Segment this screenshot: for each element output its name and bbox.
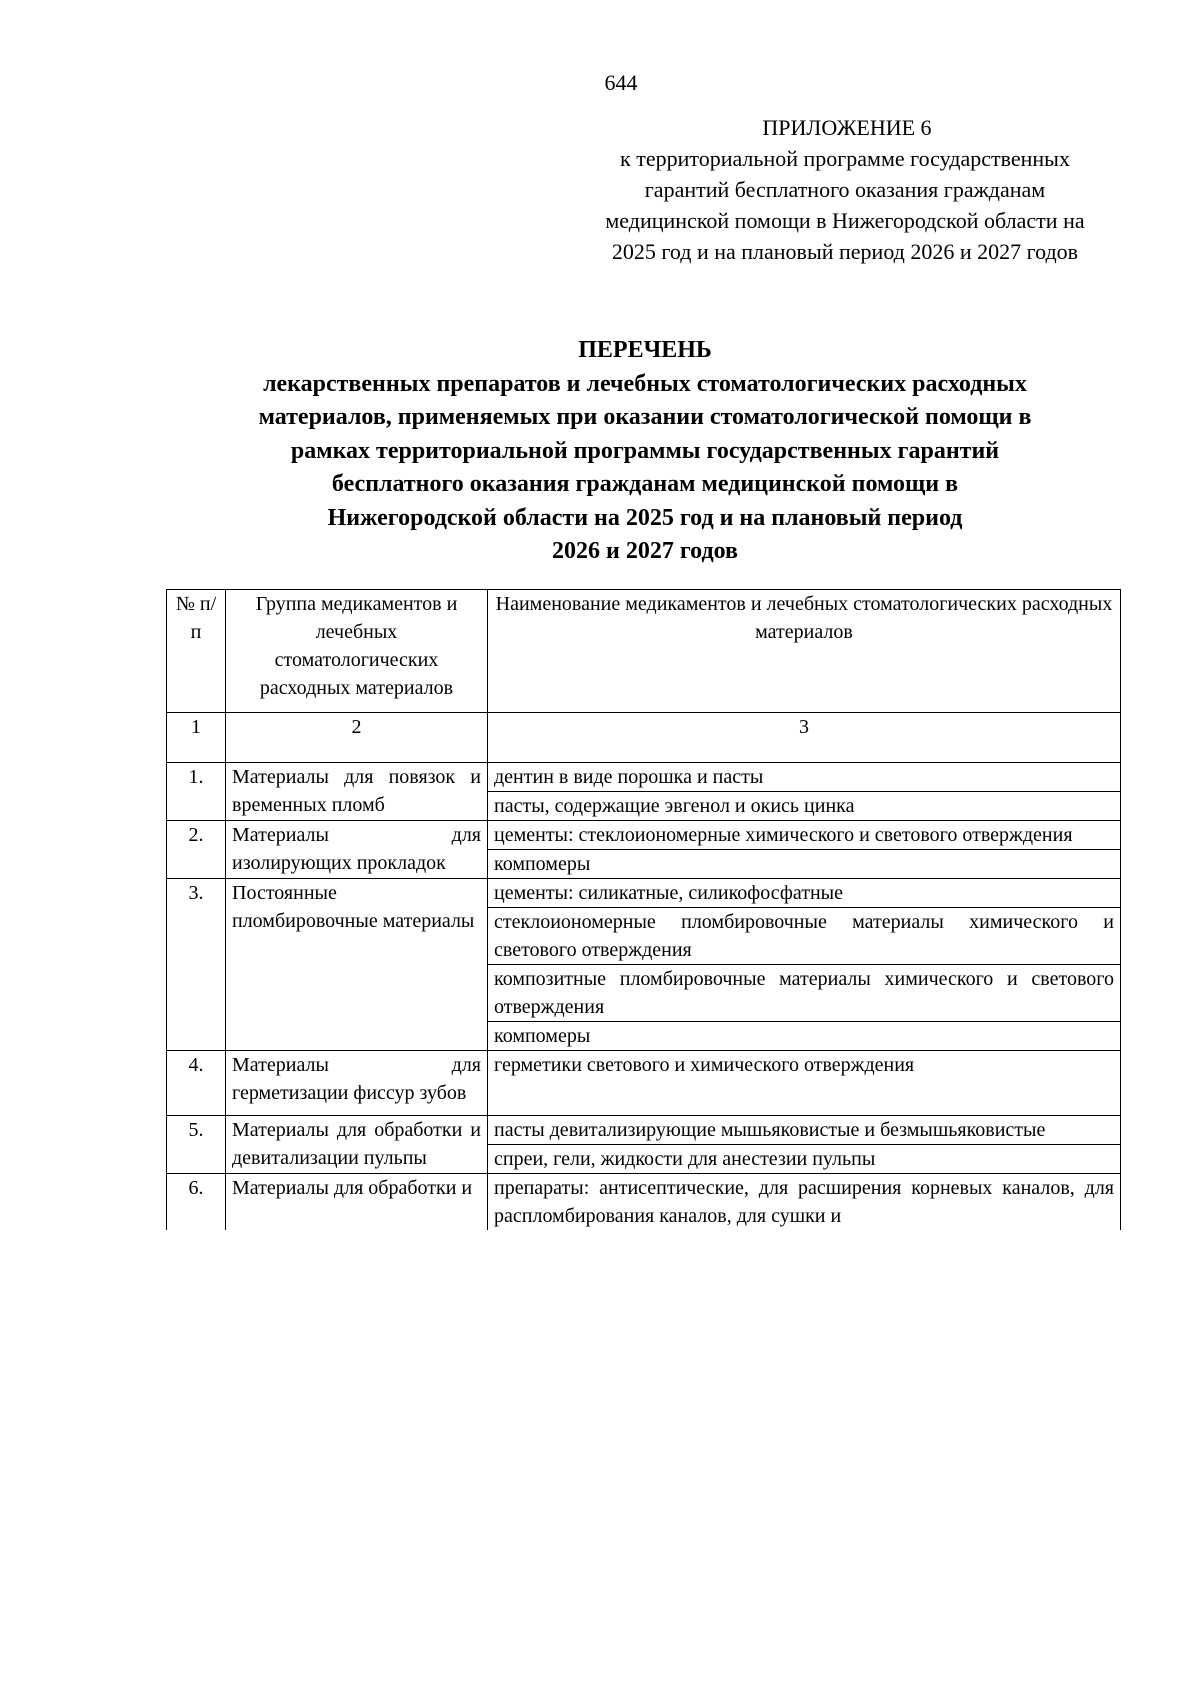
row-number: 5. — [167, 1116, 226, 1174]
table-row — [167, 763, 1121, 792]
appendix-line: 2025 год и на плановый период 2026 и 2027 годов — [611, 239, 1079, 264]
subtitle-line: лекарственных препаратов и лечебных стоматологических расходных — [263, 370, 1027, 397]
row-item: пасты девитализирующие мышьяковистые и безмышьяковистые — [488, 1116, 1121, 1145]
table-row — [167, 1116, 1121, 1145]
row-group: Материалы для повязок и временных пломб — [226, 763, 488, 821]
row-group: Материалы для герметизации фиссур зубов — [226, 1051, 488, 1116]
column-number: 3 — [488, 713, 1121, 763]
appendix-title: ПРИЛОЖЕНИЕ 6 — [762, 115, 932, 140]
document-title: ПЕРЕЧЕНЬ — [578, 337, 712, 363]
row-item: цементы: силикатные, силикофосфатные — [488, 879, 1121, 908]
appendix-line: к территориальной программе государственных — [620, 146, 1070, 171]
table-row — [167, 1174, 1121, 1231]
table-header-row — [167, 590, 1121, 713]
table-row — [167, 1051, 1121, 1116]
row-number: 1. — [167, 763, 226, 821]
appendix-line: медицинской помощи в Нижегородской области на — [605, 208, 1085, 233]
document-heading — [160, 334, 1130, 569]
subtitle-line: материалов, применяемых при оказании стоматологической помощи в — [258, 404, 1032, 430]
row-item: дентин в виде порошка и пасты — [488, 763, 1121, 792]
row-item: стеклоиономерные пломбировочные материалы химического и светового отверждения — [488, 908, 1121, 965]
row-number: 6. — [167, 1174, 226, 1231]
subtitle-line: бесплатного оказания гражданам медицинской помощи в — [331, 471, 959, 497]
row-item: спреи, гели, жидкости для анестезии пульпы — [488, 1145, 1121, 1174]
row-group: Постоянные пломбировочные материалы — [226, 879, 488, 1051]
row-number: 4. — [167, 1051, 226, 1116]
row-group: Материалы для обработки и девитализации пульпы — [226, 1116, 488, 1174]
subtitle-line: 2026 и 2027 годов — [552, 538, 738, 564]
row-item: композитные пломбировочные материалы химического и светового отверждения — [488, 965, 1121, 1022]
materials-table — [166, 589, 1121, 1230]
subtitle-line: рамках территориальной программы государственных гарантий — [290, 437, 1000, 464]
column-number-row — [167, 713, 1121, 763]
table-row — [167, 821, 1121, 850]
row-item: пасты, содержащие эвгенол и окись цинка — [488, 792, 1121, 821]
row-item: компомеры — [488, 850, 1121, 879]
column-number: 1 — [167, 713, 226, 763]
appendix-block — [575, 112, 1115, 267]
table-row — [167, 879, 1121, 908]
row-item: компомеры — [488, 1022, 1121, 1051]
row-item: цементы: стеклоиономерные химического и светового отверждения — [488, 821, 1121, 850]
row-group: Материалы для изолирующих прокладок — [226, 821, 488, 879]
row-item: герметики светового и химического отверждения — [488, 1051, 1121, 1116]
column-number: 2 — [226, 713, 488, 763]
page-number: 644 — [604, 70, 638, 95]
header-num: № п/п — [167, 590, 226, 713]
appendix-line: гарантий бесплатного оказания гражданам — [644, 177, 1046, 202]
subtitle-line: Нижегородской области на 2025 год и на плановый период — [327, 504, 963, 531]
row-number: 3. — [167, 879, 226, 1051]
row-number: 2. — [167, 821, 226, 879]
row-item: препараты: антисептические, для расширения корневых каналов, для распломбирования каналов, для сушки и — [488, 1174, 1121, 1231]
row-group: Материалы для обработки и — [226, 1174, 488, 1231]
header-group: Группа медикаментов и лечебных стоматологических расходных материалов — [226, 590, 488, 713]
header-name: Наименование медикаментов и лечебных стоматологических расходных материалов — [488, 590, 1121, 713]
